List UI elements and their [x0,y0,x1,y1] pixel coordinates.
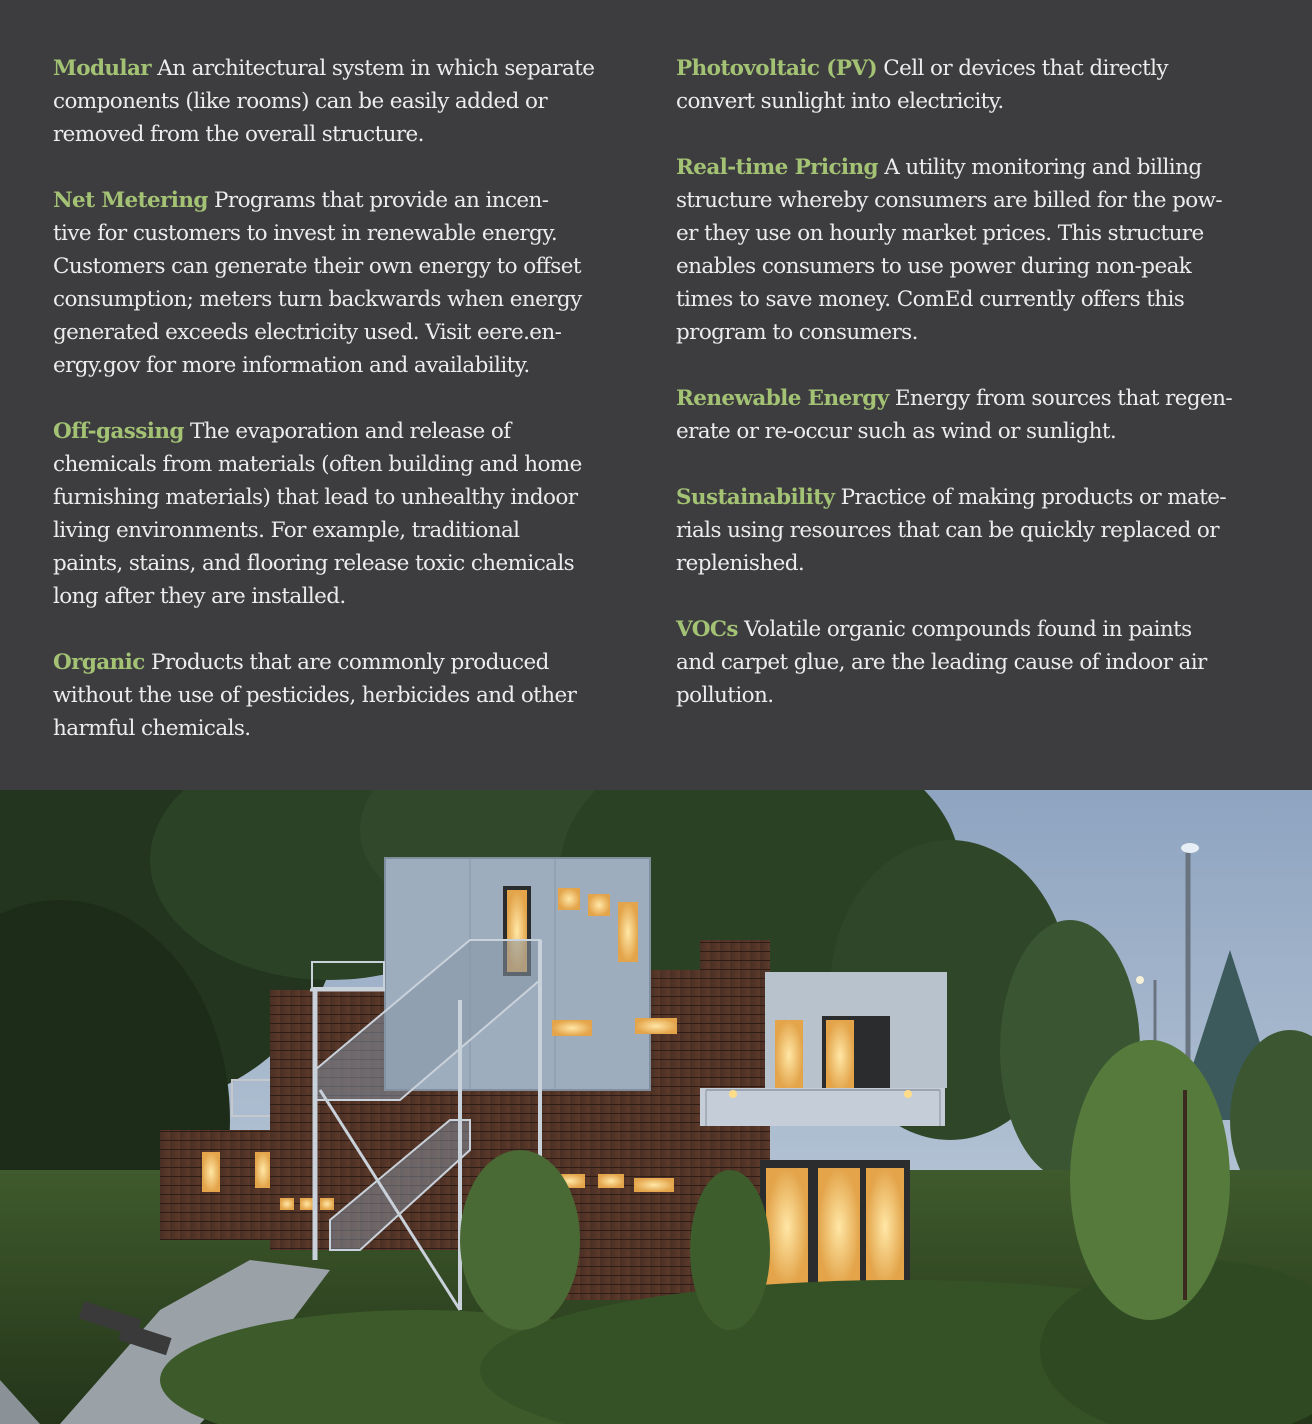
glossary-term: Modular [53,56,152,81]
glossary-term: VOCs [676,617,738,642]
glossary-definition: The evaporation and release of chemicals from materials (often building and home furnishing materials) that lead to unhealthy indoor living environments. For example, traditional paints, stains, and flooring release toxic chemicals long after they are installed. [53,419,582,609]
glossary-entry-off-gassing [53,415,633,613]
glossary-definition: A utility monitoring and billing structure whereby consumers are billed for the pow- er they use on hourly market prices. This structure enables consumers to use power during non-peak times to save money. ComEd currently offers this program to consumers. [676,155,1223,345]
glossary-term: Renewable Energy [676,386,889,411]
glossary-term: Organic [53,650,145,675]
glossary-entry-vocs [676,613,1266,712]
glossary-definition: Practice of making products or mate- rials using resources that can be quickly replaced or replenished. [676,485,1227,576]
glossary-column-right [676,52,1266,745]
glossary-entry-real-time-pricing [676,151,1266,349]
glossary-term: Off-gassing [53,419,184,444]
glossary-entry-renewable-energy [676,382,1266,448]
glossary-definition: Programs that provide an incen- tive for customers to invest in renewable energy. Customers can generate their own energy to offset consumption; meters turn backwards when energy generated exceeds electricity used. Visit eere.en- ergy.gov for more information and availability. [53,188,582,378]
glossary-definition: Products that are commonly produced without the use of pesticides, herbicides and other harmful chemicals. [53,650,577,741]
house-photo [0,790,1312,1424]
glossary-definition: Volatile organic compounds found in paints and carpet glue, are the leading cause of indoor air pollution. [676,617,1207,708]
glossary-entry-photovoltaic [676,52,1266,118]
glossary-term: Photovoltaic (PV) [676,56,878,81]
glossary-entry-sustainability [676,481,1266,580]
glossary-entry-organic [53,646,633,745]
glossary-term: Real-time Pricing [676,155,878,180]
glossary-column-left [53,52,633,778]
glossary-entry-net-metering [53,184,633,382]
glossary-term: Net Metering [53,188,208,213]
glossary-term: Sustainability [676,485,835,510]
glossary-definition: Energy from sources that regen- erate or re-occur such as wind or sunlight. [676,386,1233,444]
glossary-definition: Cell or devices that directly convert sunlight into electricity. [676,56,1168,114]
glossary-entry-modular [53,52,633,151]
glossary-definition: An architectural system in which separate components (like rooms) can be easily added or removed from the overall structure. [53,56,595,147]
house-photo-illustration [0,790,1312,1424]
